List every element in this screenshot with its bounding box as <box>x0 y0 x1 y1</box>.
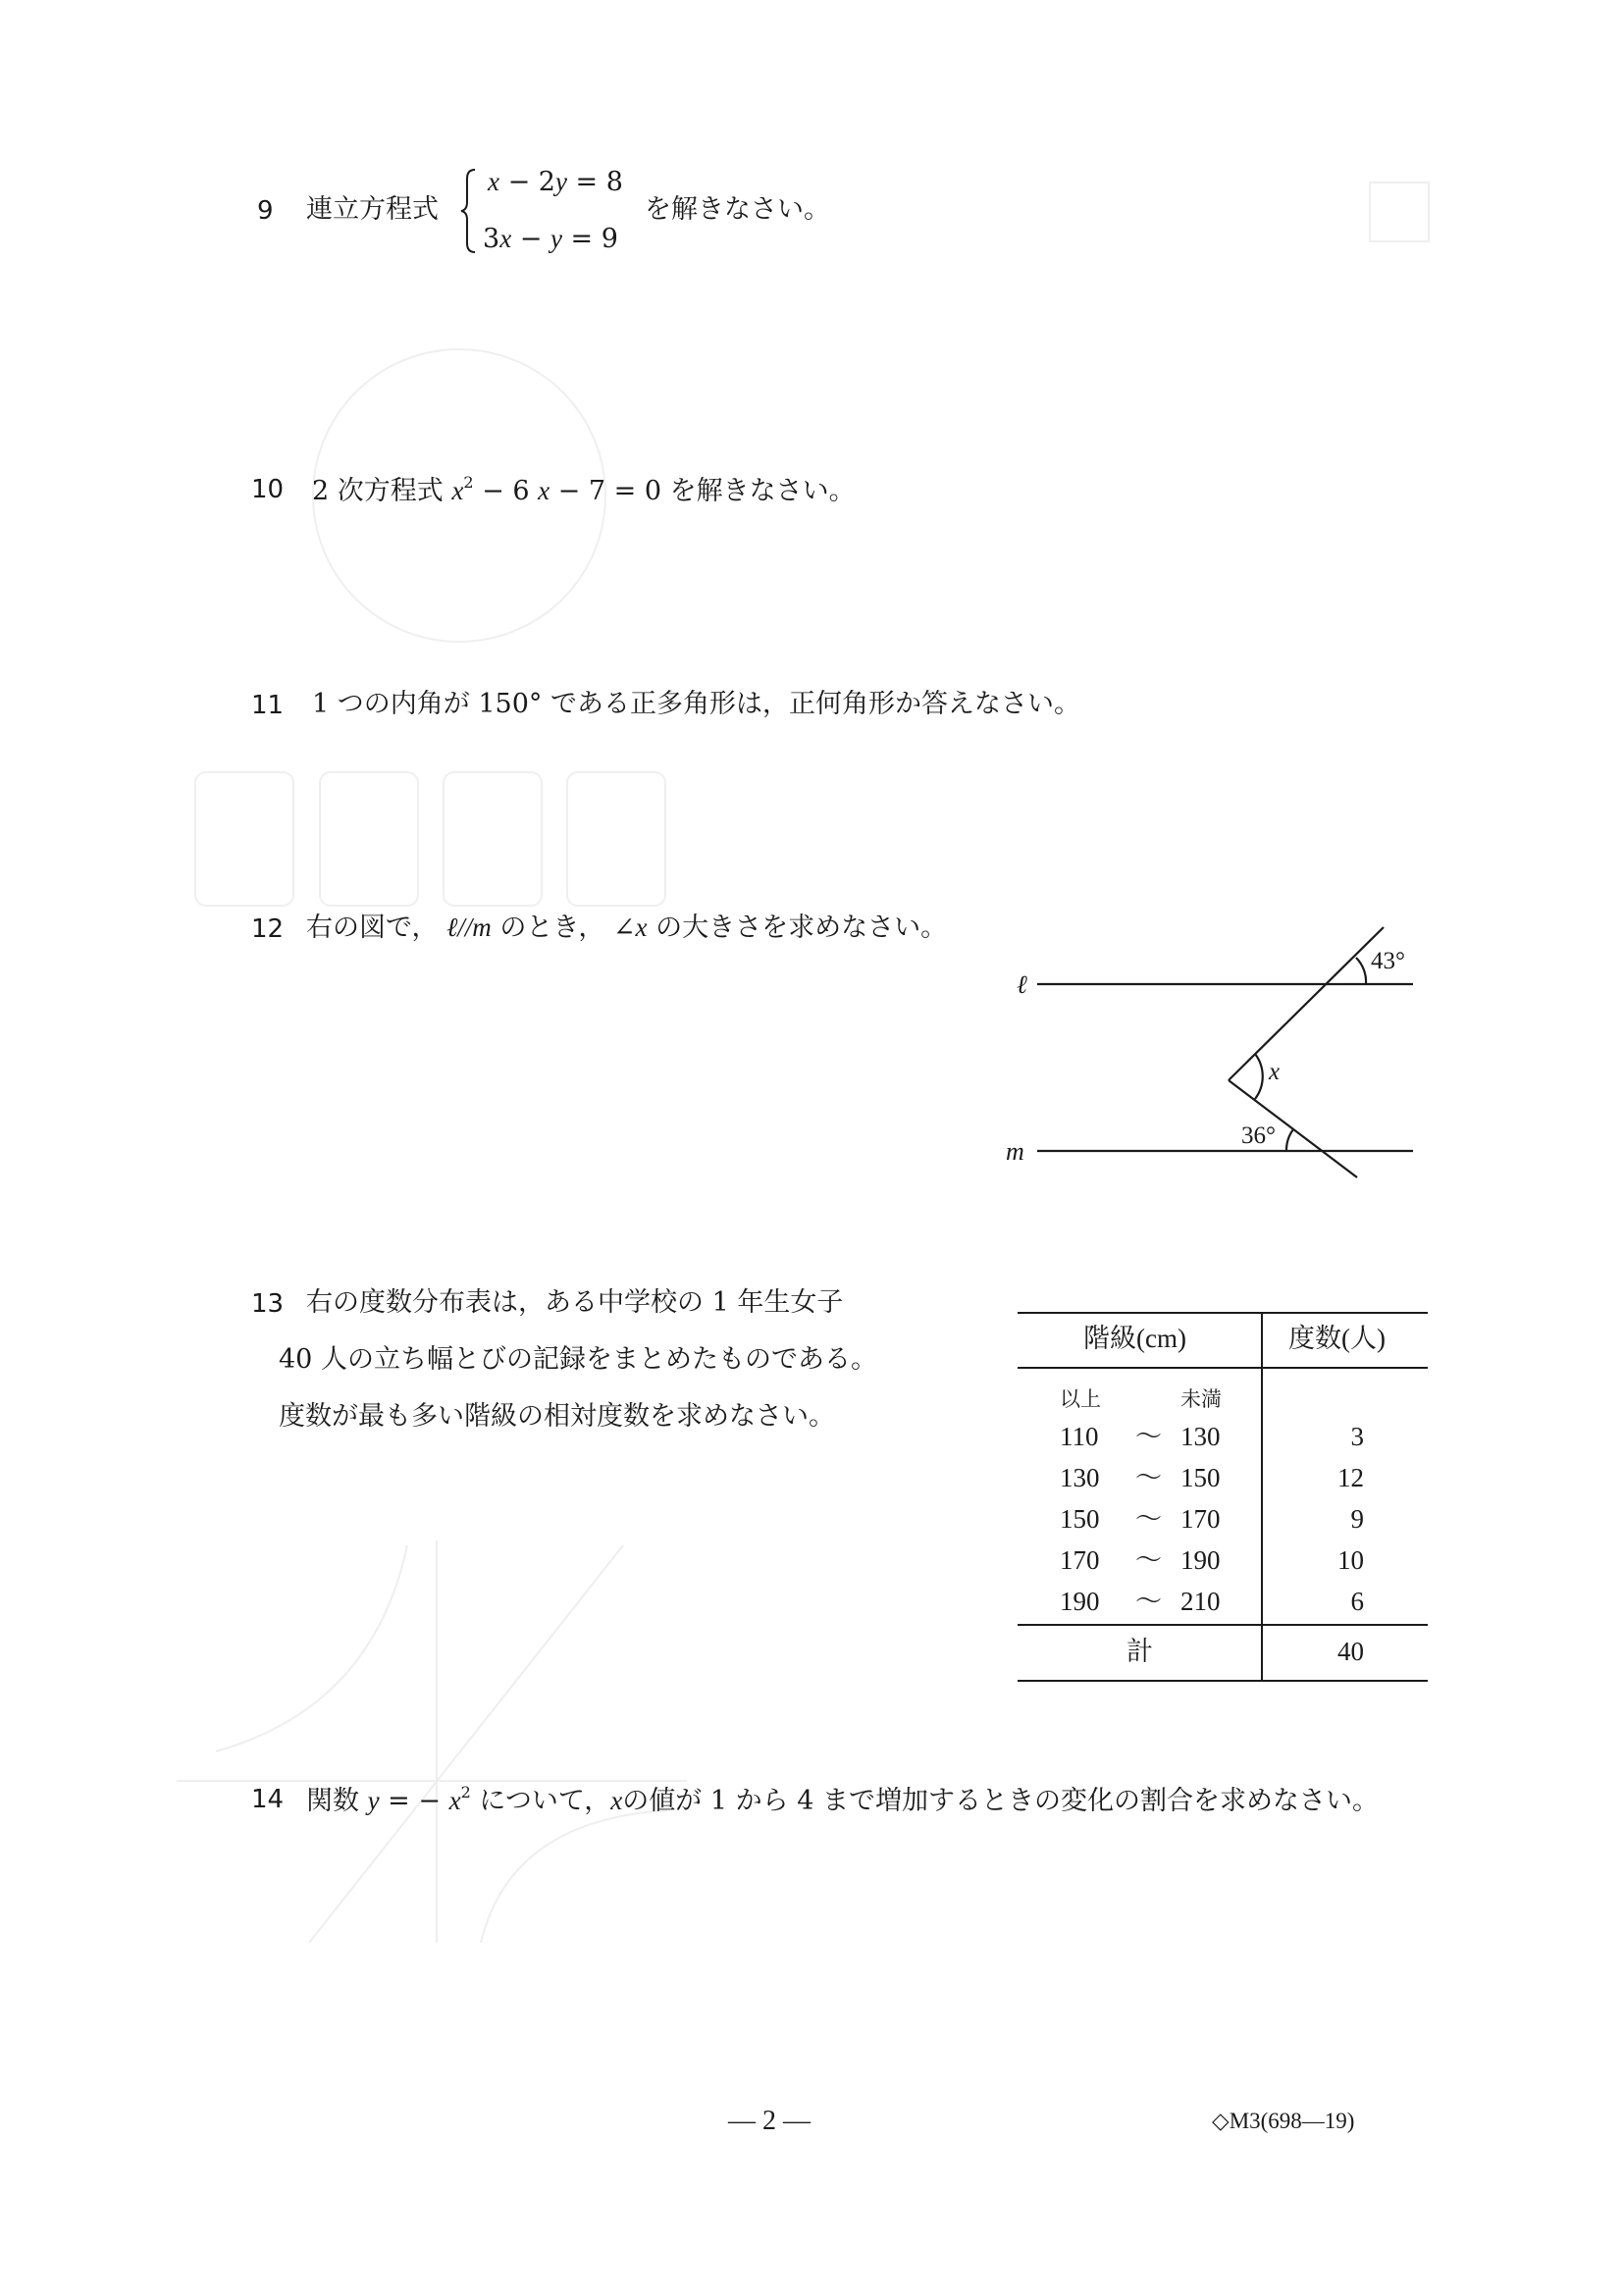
equation-2: 3x − y = 9 <box>483 224 618 254</box>
table-header-border <box>1018 1367 1428 1369</box>
table-column-divider <box>1261 1312 1263 1682</box>
total-label: 計 <box>1126 1637 1153 1667</box>
angle-bottom-label: 36° <box>1241 1122 1276 1149</box>
sub-header-lower: 以上 <box>1060 1387 1101 1411</box>
question-line-1: 右の度数分布表は，ある中学校の 1 年生女子 <box>306 1287 844 1318</box>
question-number: 9 <box>257 196 274 226</box>
question-number: 11 <box>251 691 285 720</box>
question-text: 関数 y = − $x^2$ について，xの値が 1 から 4 まで増加するときの変化の割合を求めなさい。 <box>306 1783 1379 1816</box>
question-text: 2 次方程式 $x^2 - 6$ x − 7 = 0 を解きなさい。 <box>312 473 856 506</box>
exam-code: ◇M3(698—19) <box>1212 2109 1355 2133</box>
question-number: 13 <box>251 1289 285 1319</box>
brace-icon <box>459 167 479 255</box>
question-tail: を解きなさい。 <box>645 194 830 225</box>
line-m-label: m <box>1006 1137 1024 1166</box>
bleed-through-card-4 <box>194 771 294 907</box>
table-bottom-border <box>1018 1680 1428 1682</box>
bleed-through-card-1 <box>566 771 666 907</box>
question-line-2: 40 人の立ち幅とびの記録をまとめたものである。 <box>279 1344 877 1375</box>
header-class: 階級(cm) <box>1083 1324 1186 1353</box>
question-text: 1 つの内角が 150° である正多角形は，正何角形か答えなさい。 <box>312 689 1080 719</box>
line-l-label: ℓ <box>1017 970 1027 999</box>
bleed-through-card-3 <box>319 771 419 907</box>
equation-1: x − 2y = 8 <box>488 167 623 197</box>
parallel-lines-diagram <box>981 913 1442 1197</box>
bleed-through-graph <box>177 1491 687 1943</box>
bleed-through-card-2 <box>443 771 543 907</box>
question-lead: 連立方程式 <box>306 194 439 225</box>
question-line-3: 度数が最も多い階級の相対度数を求めなさい。 <box>279 1401 835 1432</box>
table-top-border <box>1018 1312 1428 1314</box>
question-text: 右の図で， ℓ//m のとき， ∠x の大きさを求めなさい。 <box>306 913 948 943</box>
angle-top-label: 43° <box>1371 948 1405 974</box>
total-value: 40 <box>1337 1637 1364 1666</box>
angle-x-label: x <box>1269 1059 1281 1085</box>
question-number: 12 <box>251 914 285 944</box>
question-number: 14 <box>251 1785 285 1814</box>
header-frequency: 度数(人) <box>1288 1324 1386 1353</box>
question-number: 10 <box>251 475 285 504</box>
sub-header-upper: 未満 <box>1180 1387 1222 1411</box>
page-number: — 2 — <box>728 2106 811 2136</box>
bleed-through-box <box>1369 182 1430 242</box>
table-total-border <box>1018 1624 1428 1626</box>
